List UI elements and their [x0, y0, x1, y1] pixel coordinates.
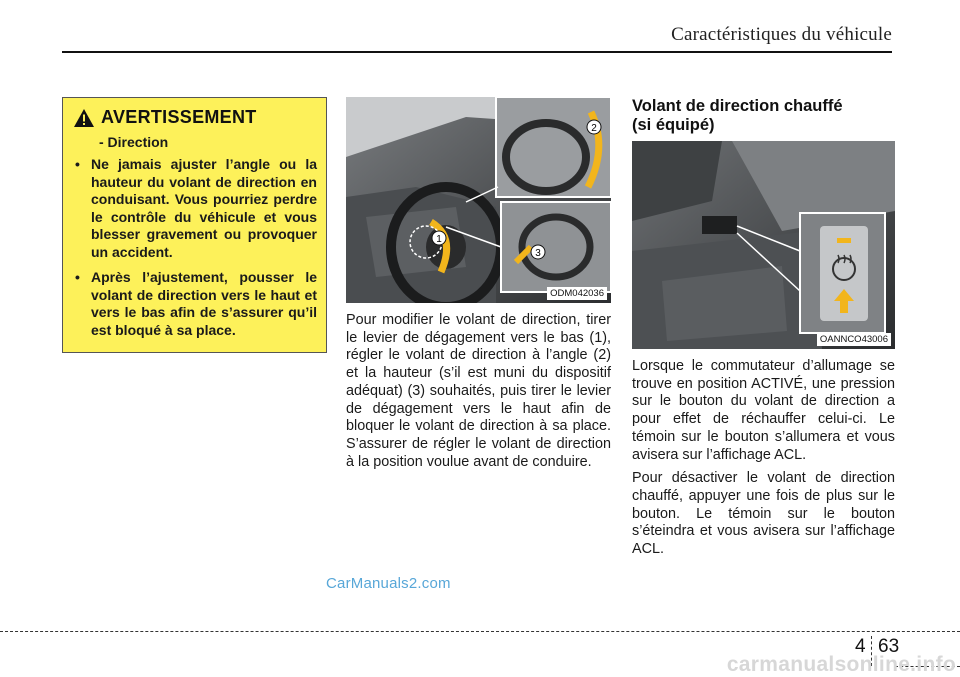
callout-3-label: 3 [535, 248, 541, 259]
heated-steering-heading-line2: (si équipé) [632, 116, 715, 134]
warning-list [73, 156, 317, 339]
chapter-number: 4 [855, 636, 866, 657]
steering-adjust-text [346, 312, 611, 477]
callout-1-label: 1 [436, 234, 442, 245]
warning-subtitle: - Direction [99, 134, 169, 150]
heated-steering-text [632, 358, 895, 565]
callout-3 [531, 245, 545, 259]
heated-steering-figure [632, 141, 895, 349]
callout-2 [587, 120, 601, 134]
warning-triangle-icon [73, 108, 95, 128]
watermark-link[interactable]: CarManuals2.com [326, 575, 451, 592]
figure-caption-left: ODM042036 [547, 287, 607, 300]
page-number: 63 [878, 636, 900, 657]
callout-2-label: 2 [591, 123, 597, 134]
heated-steering-heading [632, 97, 895, 135]
heated-steering-paragraph: Lorsque le commutateur d’allumage se trouve en position ACTIVÉ, une pression sur le bouton du volant de direction a pour effet de réchauffer celui-ci. Le témoin sur le bouton s’allumera et vous avisera sur l’affichage ACL. [632, 358, 895, 463]
warning-item: • Après l’ajustement, pousser le volant de direction vers le haut et vers le bas afin de s’assurer qu’il est bloqué à sa place. [73, 269, 317, 339]
header-rule [62, 51, 892, 53]
page-header-title: Caractéristiques du véhicule [671, 24, 892, 45]
heated-steering-paragraph: Pour désactiver le volant de direction chauffé, appuyer une fois de plus sur le bouton. Le témoin sur le bouton s’éteindra et vous avisera sur l’affichage ACL. [632, 470, 895, 558]
warning-item: • Ne jamais ajuster l’angle ou la hauteur du volant de direction en conduisant. Vous pourriez perdre le contrôle du véhicule et vous blesser gravement ou provoquer un accident. [73, 156, 317, 261]
steering-adjust-illustration [346, 97, 611, 303]
warning-header [73, 107, 317, 128]
footer-rule [0, 631, 960, 632]
steering-adjust-figure [346, 97, 611, 303]
callout-1 [432, 231, 446, 245]
warning-box [62, 97, 327, 353]
heated-steering-heading-line1: Volant de direction chauffé [632, 97, 843, 115]
steering-adjust-paragraph: Pour modifier le volant de direction, tirer le levier de dégagement vers le bas (1), régler le volant de direction à l’angle (2) et la hauteur (s’il est muni du dispositif adéquat) (3) souhaités, puis tirer le levier de dégagement vers le haut afin de bloquer le volant de direction à sa place. S’assurer de régler le volant de direction à la position voulue avant de conduire. [346, 312, 611, 470]
figure-caption-right: OANNCO43006 [817, 333, 891, 346]
heated-steering-illustration [632, 141, 895, 349]
warning-title: AVERTISSEMENT [101, 107, 257, 127]
site-watermark: carmanualsonline.info [726, 653, 956, 676]
